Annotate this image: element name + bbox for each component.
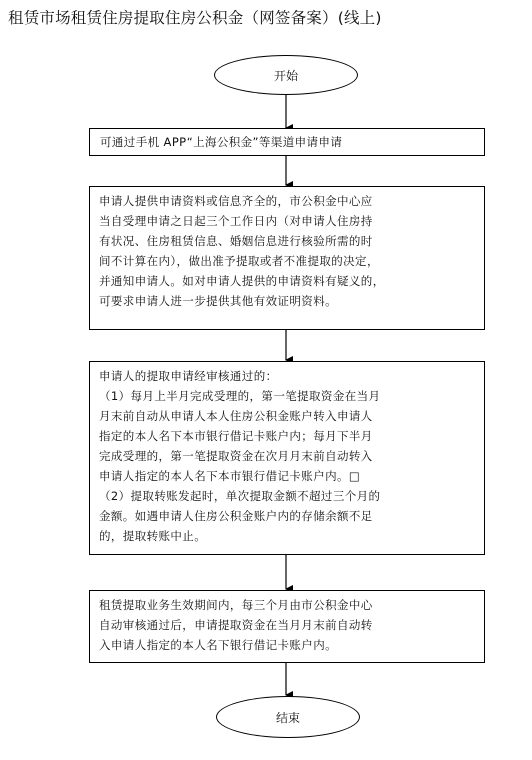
end-label: 结束 <box>275 710 300 725</box>
step2-line: 可要求申请人进一步提供其他有效证明资料。 <box>99 294 337 308</box>
end-node <box>216 696 360 738</box>
start-node <box>214 55 358 95</box>
step4-box <box>89 590 485 663</box>
step2-line: 间不计算在内），做出准予提取或者不准提取的决定， <box>99 254 379 268</box>
step1-text: 可通过手机 APP“上海公积金”等渠道申请申请 <box>100 135 343 149</box>
step3-line: 申请人的提取申请经审核通过的： <box>99 369 278 383</box>
step1-box <box>89 128 485 156</box>
step4-line: 租赁提取业务生效期间内，每三个月由市公积金中心 <box>99 598 373 612</box>
step2-line: 有状况、住房租赁信息、婚姻信息进行核验所需的时 <box>99 234 373 248</box>
step3-line: 指定的本人名下本市银行借记卡账户内；每月下半月 <box>99 429 373 443</box>
step3-line: 的，提取转账中止。 <box>99 529 207 543</box>
step2-line: 当自受理申请之日起三个工作日内（对申请人住房持 <box>99 214 373 228</box>
step3-box <box>89 361 485 555</box>
step3-line: 申请人指定的本人名下本市银行借记卡账户内。□ <box>99 469 361 483</box>
step3-line: 完成受理的，第一笔提取资金在次月月末前自动转入 <box>99 449 373 463</box>
step3-line: 月末前自动从申请人本人住房公积金账户转入申请人 <box>99 409 373 423</box>
step4-line: 入申请人指定的本人名下银行借记卡账户内。 <box>99 638 337 652</box>
start-label: 开始 <box>273 68 298 83</box>
step2-line: 并通知申请人。如对申请人提供的申请资料有疑义的， <box>99 274 385 288</box>
page-title: 租赁市场租赁住房提取住房公积金（网签备案）(线上) <box>8 9 382 27</box>
step3-line: 金额。如遇申请人住房公积金账户内的存储余额不足 <box>99 509 373 523</box>
step2-line: 申请人提供申请资料或信息齐全的，市公积金中心应 <box>99 194 373 208</box>
step2-box <box>89 186 485 330</box>
step3-line: （1）每月上半月完成受理的，第一笔提取资金在当月 <box>99 389 381 403</box>
step3-line: （2）提取转账发起时，单次提取金额不超过三个月的 <box>99 489 381 503</box>
step4-line: 自动审核通过后，申请提取资金在当月月末前自动转 <box>99 618 373 632</box>
